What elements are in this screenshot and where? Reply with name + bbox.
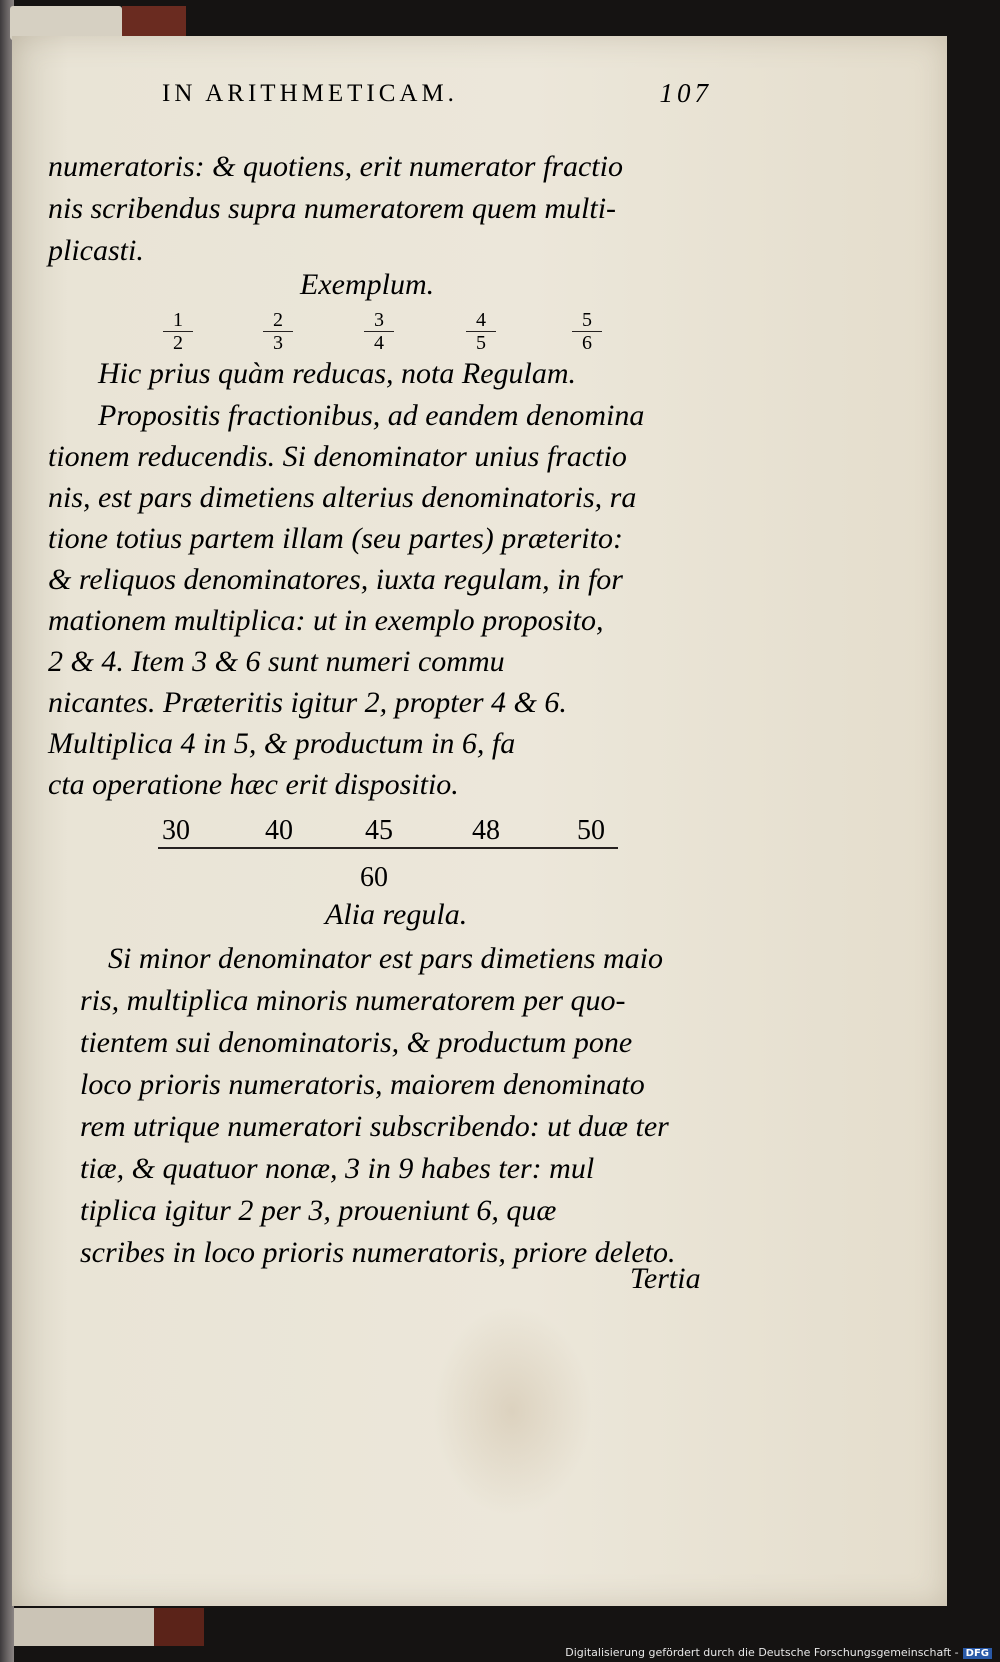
text-line: numeratoris: & quotiens, erit numerator fractio [48, 150, 623, 183]
fraction-denominator: 6 [582, 332, 592, 354]
fraction [263, 310, 293, 353]
text-line: cta operatione hæc erit dispositio. [48, 768, 459, 801]
calc-denominator: 60 [360, 862, 388, 893]
text-line: plicasti. [48, 234, 144, 267]
text-line: mationem multiplica: ut in exemplo proposito, [48, 604, 604, 637]
text-line: 2 & 4. Item 3 & 6 sunt numeri commu [48, 645, 505, 678]
example-heading: Exemplum. [300, 268, 435, 301]
text-line: tientem sui denominatoris, & productum pone [80, 1026, 633, 1059]
running-head-title: IN ARITHMETICAM. [162, 80, 458, 107]
bottom-page-edge [14, 1608, 154, 1646]
page-number: 107 [659, 78, 712, 108]
text-line: nis, est pars dimetiens alterius denominatoris, ra [48, 481, 637, 514]
fraction-denominator: 5 [476, 332, 486, 354]
text-line: nis scribendus supra numeratorem quem multi- [48, 192, 617, 225]
calc-numerator: 48 [472, 815, 500, 846]
fraction-bar [158, 847, 618, 849]
fraction [572, 310, 602, 353]
text-line: Multiplica 4 in 5, & productum in 6, fa [48, 727, 516, 760]
calc-numerator: 45 [365, 815, 393, 846]
text-line: Si minor denominator est pars dimetiens maio [108, 942, 663, 975]
rule-heading: Alia regula. [325, 898, 468, 931]
fraction-numerator: 3 [364, 310, 394, 332]
catchword: Tertia [630, 1262, 701, 1295]
top-page-edge [10, 6, 122, 40]
text-line: Hic prius quàm reducas, nota Regulam. [98, 357, 577, 390]
text-line: scribes in loco prioris numeratoris, priore deleto. [80, 1236, 676, 1269]
fraction-numerator: 1 [163, 310, 193, 332]
paper-stain [432, 1306, 592, 1516]
text-line: tiæ, & quatuor nonæ, 3 in 9 habes ter: mul [80, 1152, 595, 1185]
text-line: & reliquos denominatores, iuxta regulam, in for [48, 563, 623, 596]
fraction-denominator: 3 [273, 332, 283, 354]
text-line: loco prioris numeratoris, maiorem denominato [80, 1068, 645, 1101]
running-head [152, 80, 712, 120]
calc-numerator: 40 [265, 815, 293, 846]
text-line: tione totius partem illam (seu partes) præterito: [48, 522, 623, 555]
bottom-binding-tab [154, 1608, 204, 1646]
text-line: tiplica igitur 2 per 3, proueniunt 6, quæ [80, 1194, 557, 1227]
fraction-numerator: 2 [263, 310, 293, 332]
fraction-denominator: 2 [173, 332, 183, 354]
text-line: rem utrique numeratori subscribendo: ut duæ ter [80, 1110, 669, 1143]
text-line: Propositis fractionibus, ad eandem denomina [98, 399, 645, 432]
text-line: nicantes. Præteritis igitur 2, propter 4 & 6. [48, 686, 567, 719]
fraction-denominator: 4 [374, 332, 384, 354]
dfg-logo: DFG [963, 1648, 992, 1659]
calc-numerator: 30 [162, 815, 190, 846]
fraction [466, 310, 496, 353]
digitization-credit [565, 1646, 992, 1659]
top-binding-tab [122, 6, 186, 40]
credit-text: Digitalisierung gefördert durch die Deutsche Forschungsgemeinschaft - [565, 1646, 959, 1659]
calc-numerator: 50 [577, 815, 605, 846]
fraction-numerator: 5 [572, 310, 602, 332]
text-line: tionem reducendis. Si denominator unius fractio [48, 440, 627, 473]
text-line: ris, multiplica minoris numeratorem per quo- [80, 984, 626, 1017]
fraction-numerator: 4 [466, 310, 496, 332]
fraction [163, 310, 193, 353]
fraction [364, 310, 394, 353]
